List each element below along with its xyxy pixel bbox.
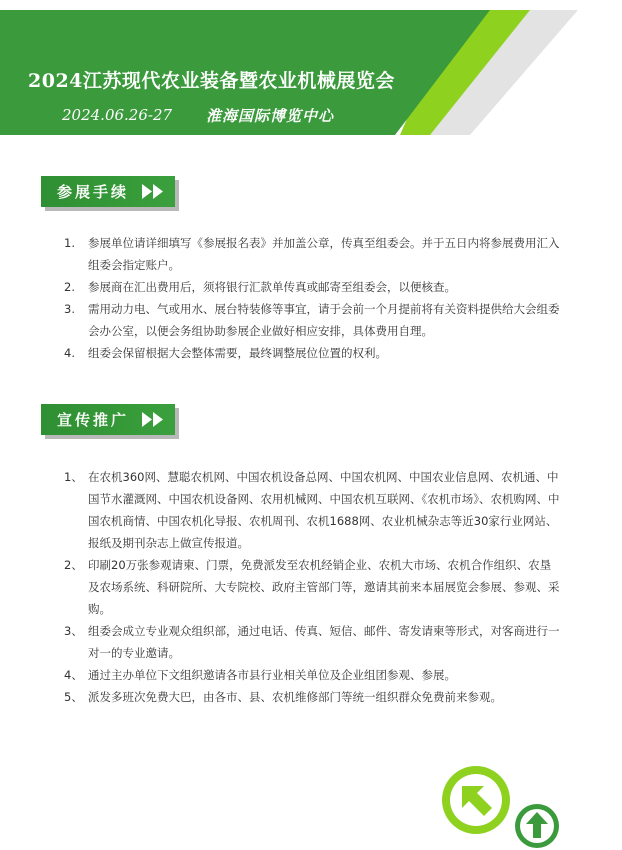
- section-header-promotion: [41, 404, 179, 435]
- tag-bar: [41, 176, 175, 207]
- section-header-registration: [41, 176, 179, 207]
- list-item-number: 3、: [64, 624, 83, 638]
- header-banner: [0, 0, 622, 135]
- list-item-text: 组委会保留根据大会整体需要，最终调整展位位置的权利。: [88, 346, 387, 360]
- list-item-text: 在农机360网、慧聪农机网、中国农机设备总网、中国农机网、中国农业信息网、农机通、中国节水灌溉网、中国农机设备网、农用机械网、中国农机互联网、《农机市场》、农机购网、中国农机商情、中国农机化导报、农机周刊、农机1688网、农业机械杂志等近30家行业网站、报纸及期刊杂志上做宣传报道。: [88, 470, 560, 550]
- list-item-text: 参展商在汇出费用后，须将银行汇款单传真或邮寄至组委会，以便核查。: [88, 280, 456, 294]
- list-item: [64, 554, 560, 620]
- section-title: 参展手续: [57, 183, 130, 201]
- corner-decoration: [440, 764, 622, 850]
- section-title: 宣传推广: [57, 411, 130, 429]
- list-item-number: 2.: [64, 280, 75, 294]
- list-item-number: 1.: [64, 236, 75, 250]
- list-item-number: 4.: [64, 346, 75, 360]
- event-venue: 淮海国际博览中心: [206, 107, 335, 125]
- list-item: [64, 686, 560, 708]
- list-item: [64, 664, 560, 686]
- list-item-number: 1、: [64, 470, 83, 484]
- registration-list: [64, 232, 560, 364]
- list-item-text: 组委会成立专业观众组织部，通过电话、传真、短信、邮件、寄发请柬等形式，对客商进行一对一的专业邀请。: [88, 624, 560, 660]
- arrow-up-icon: [515, 804, 559, 848]
- arrow-up-left-icon: [442, 766, 510, 834]
- list-item: [64, 298, 560, 342]
- list-item-text: 派发多班次免费大巴，由各市、县、农机维修部门等统一组织群众免费前来参观。: [88, 690, 502, 704]
- list-item-number: 5、: [64, 690, 83, 704]
- tag-bar: [41, 404, 175, 435]
- promotion-list: [64, 466, 560, 708]
- double-chevron-right-icon: [141, 411, 165, 428]
- page-title: 2024江苏现代农业装备暨农业机械展览会: [28, 70, 395, 92]
- list-item-number: 2、: [64, 558, 83, 572]
- list-item: [64, 232, 560, 276]
- list-item-text: 印刷20万张参观请柬、门票，免费派发至农机经销企业、农机大市场、农机合作组织、农垦及农场系统、科研院所、大专院校、政府主管部门等，邀请其前来本届展览会参展、参观、采购。: [88, 558, 560, 616]
- list-item: [64, 342, 560, 364]
- list-item-text: 需用动力电、气或用水、展台特装修等事宜，请于会前一个月提前将有关资料提供给大会组委会办公室，以便会务组协助参展企业做好相应安排，具体费用自理。: [88, 302, 560, 338]
- list-item: [64, 466, 560, 554]
- event-date: 2024.06.26-27: [62, 106, 173, 124]
- list-item-text: 参展单位请详细填写《参展报名表》并加盖公章，传真至组委会。并于五日内将参展费用汇入组委会指定账户。: [88, 236, 560, 272]
- list-item: [64, 276, 560, 298]
- list-item-text: 通过主办单位下文组织邀请各市县行业相关单位及企业组团参观、参展。: [88, 668, 456, 682]
- list-item-number: 4、: [64, 668, 83, 682]
- double-chevron-right-icon: [141, 183, 165, 200]
- list-item-number: 3.: [64, 302, 75, 316]
- list-item: [64, 620, 560, 664]
